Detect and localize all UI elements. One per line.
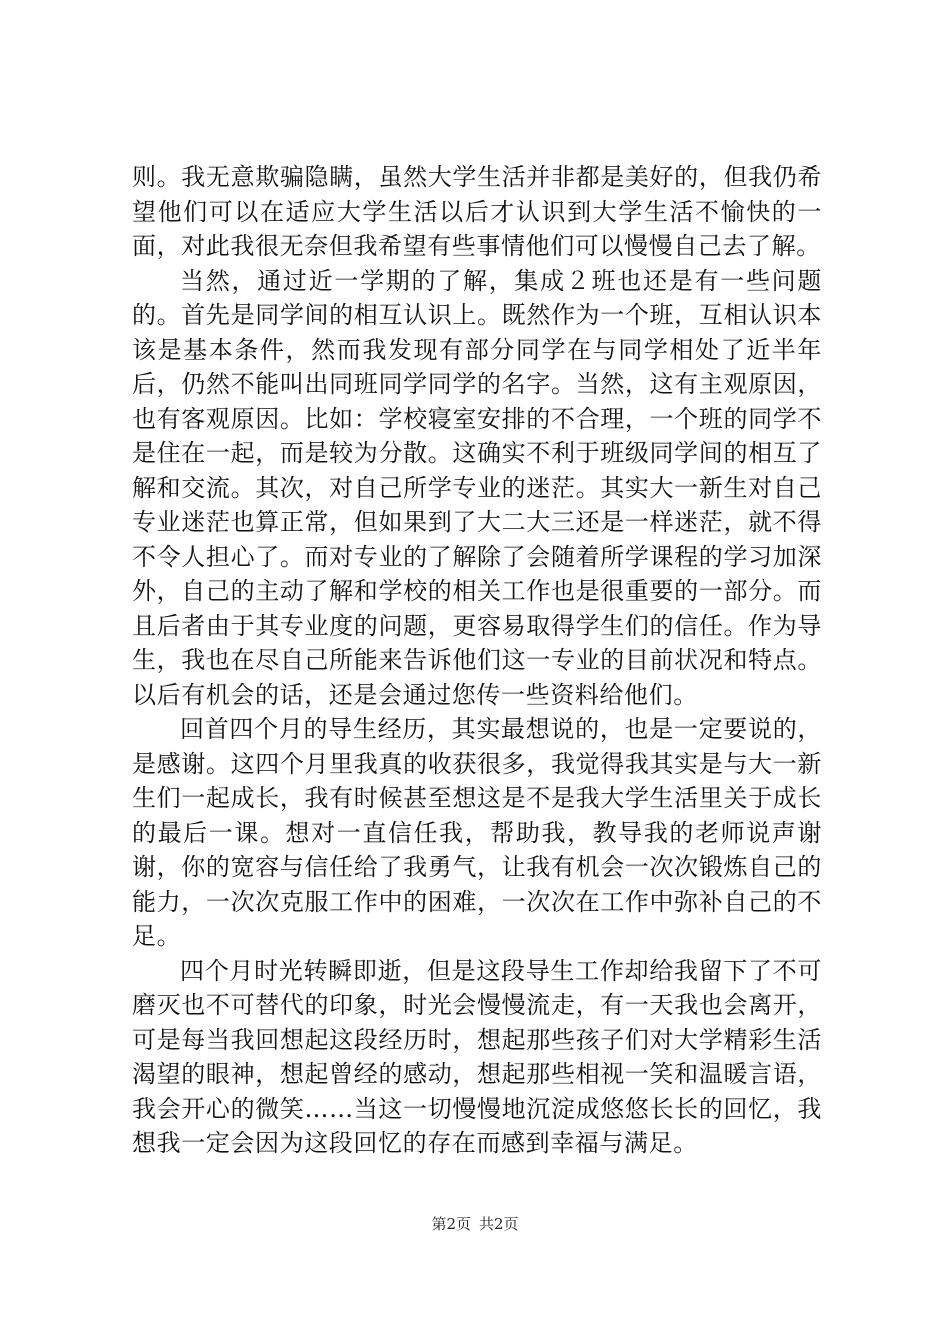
- paragraph-2: 当然，通过近一学期的了解，集成２班也还是有一些问题的。首先是同学间的相互认识上。既然作为一个班，互相认识本该是基本条件，然而我发现有部分同学在与同学相处了近半年后，仍然不能叫出同班同学同学的名字。当然，这有主观原因，也有客观原因。比如：学校寝室安排的不合理，一个班的同学不是住在一起，而是较为分散。这确实不利于班级同学间的相互了解和交流。其次，对自己所学专业的迷茫。其实大一新生对自己专业迷茫也算正常，但如果到了大二大三还是一样迷茫，就不得不令人担心了。而对专业的了解除了会随着所学课程的学习加深外，自己的主动了解和学校的相关工作也是很重要的一部分。而且后者由于其专业度的问题，更容易取得学生们的信任。作为导生，我也在尽自己所能来告诉他们这一专业的目前状况和特点。以后有机会的话，还是会通过您传一些资料给他们。: [132, 266, 822, 709]
- document-body: [132, 160, 822, 1161]
- paragraph-1: 则。我无意欺骗隐瞒，虽然大学生活并非都是美好的，但我仍希望他们可以在适应大学生活以后才认识到大学生活不愉快的一面，对此我很无奈但我希望有些事情他们可以慢慢自己去了解。: [132, 163, 822, 260]
- paragraph-3: 回首四个月的导生经历，其实最想说的，也是一定要说的，是感谢。这四个月里我真的收获很多，我觉得我其实是与大一新生们一起成长，我有时候甚至想这是不是我大学生活里关于成长的最后一课。想对一直信任我，帮助我，教导我的老师说声谢谢，你的宽容与信任给了我勇气，让我有机会一次次锻炼自己的能力，一次次克服工作中的困难，一次次在工作中弥补自己的不足。: [132, 715, 822, 950]
- page-footer: [0, 1214, 950, 1234]
- page-total: 共2页: [479, 1215, 519, 1233]
- page-number: 第2页: [431, 1215, 471, 1233]
- paragraph-4: 四个月时光转瞬即逝，但是这段导生工作却给我留下了不可磨灭也不可替代的印象，时光会慢慢流走，有一天我也会离开，可是每当我回想起这段经历时，想起那些孩子们对大学精彩生活渴望的眼神，想起曾经的感动，想起那些相视一笑和温暖言语，我会开心的微笑……当这一切慢慢地沉淀成悠悠长长的回忆，我想我一定会因为这段回忆的存在而感到幸福与满足。: [132, 956, 822, 1157]
